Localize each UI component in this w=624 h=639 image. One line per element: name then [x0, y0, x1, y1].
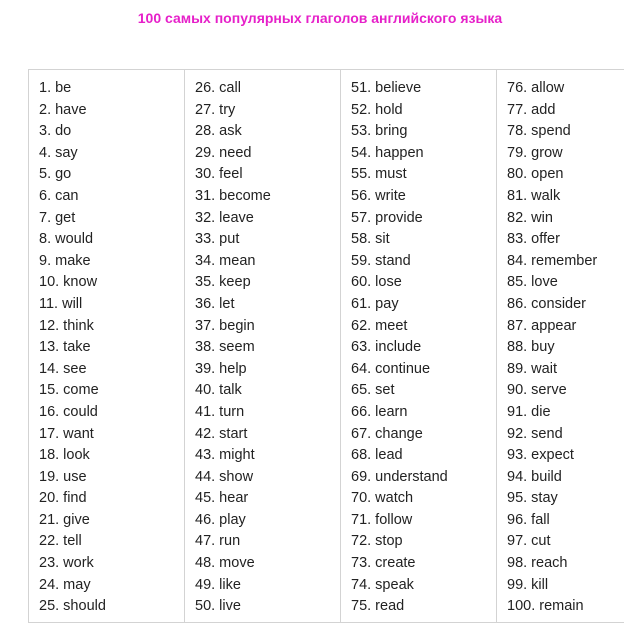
list-item: 13. take: [39, 339, 91, 356]
list-item: 57. provide: [351, 209, 423, 226]
page-title: 100 самых популярных глаголов английского языка: [137, 10, 503, 26]
list-item: 59. stand: [351, 252, 411, 269]
list-item: 25. should: [39, 598, 106, 615]
list-item: 41. turn: [195, 403, 245, 420]
list-item: 62. meet: [351, 317, 408, 334]
verb-column-4: [497, 70, 624, 623]
list-item: 87. appear: [507, 317, 577, 334]
list-item: 1. be: [39, 80, 72, 96]
list-item: 94. build: [507, 468, 562, 485]
list-item: 88. buy: [507, 339, 555, 356]
list-item: 24. may: [39, 576, 91, 593]
verb-table: [28, 69, 624, 623]
list-item: 9. make: [39, 252, 91, 269]
list-item: 45. hear: [195, 490, 249, 507]
list-item: 73. create: [351, 555, 416, 572]
list-item: 39. help: [195, 360, 247, 377]
list-item: 23. work: [39, 555, 94, 572]
list-item: 86. consider: [507, 295, 586, 312]
list-item: 67. change: [351, 425, 423, 442]
list-item: 43. might: [195, 447, 255, 464]
list-item: 96. fall: [507, 511, 550, 528]
list-item: 74. speak: [351, 576, 414, 593]
list-item: 66. learn: [351, 403, 408, 420]
list-item: 98. reach: [507, 555, 568, 572]
list-item: 47. run: [195, 533, 241, 550]
list-item: 29. need: [195, 144, 252, 161]
list-item: 10. know: [39, 274, 98, 291]
list-item: 17. want: [39, 425, 94, 442]
verb-column-1: [29, 70, 185, 623]
list-item: 54. happen: [351, 144, 424, 161]
list-item: 84. remember: [507, 252, 598, 269]
list-item: 3. do: [39, 123, 72, 140]
list-item: 95. stay: [507, 490, 558, 507]
list-item: 33. put: [195, 231, 240, 248]
verb-column-3: [341, 70, 497, 623]
verb-column-2: [185, 70, 341, 623]
list-item: 36. let: [195, 295, 235, 312]
list-item: 42. start: [195, 425, 248, 442]
list-item: 75. read: [351, 598, 405, 615]
list-item: 72. stop: [351, 533, 403, 550]
list-item: 15. come: [39, 382, 99, 399]
list-item: 38. seem: [195, 339, 255, 356]
list-item: 71. follow: [351, 511, 413, 528]
list-item: 80. open: [507, 166, 564, 183]
list-item: 82. win: [507, 209, 553, 226]
list-item: 61. pay: [351, 295, 399, 312]
list-item: 65. set: [351, 382, 395, 399]
list-item: 44. show: [195, 468, 254, 485]
list-item: 4. say: [39, 144, 78, 161]
list-item: 27. try: [195, 101, 236, 118]
list-item: 99. kill: [507, 576, 549, 593]
list-item: 19. use: [39, 468, 87, 485]
list-item: 79. grow: [507, 144, 563, 161]
list-item: 32. leave: [195, 209, 254, 226]
list-item: 21. give: [39, 511, 90, 528]
list-item: 64. continue: [351, 360, 431, 377]
list-item: 55. must: [351, 166, 407, 183]
list-item: 40. talk: [195, 382, 242, 399]
list-item: 81. walk: [507, 187, 561, 204]
list-item: 34. mean: [195, 252, 256, 269]
list-item: 69. understand: [351, 468, 448, 485]
list-item: 2. have: [39, 101, 87, 118]
list-item: 51. believe: [351, 80, 422, 96]
list-item: 5. go: [39, 166, 72, 183]
list-item: 30. feel: [195, 166, 243, 183]
list-item: 22. tell: [39, 533, 82, 550]
list-item: 28. ask: [195, 123, 242, 140]
list-item: 97. cut: [507, 533, 551, 550]
list-item: 12. think: [39, 317, 94, 334]
list-item: 52. hold: [351, 101, 403, 118]
list-item: 46. play: [195, 511, 246, 528]
list-item: 100. remain: [507, 598, 584, 615]
list-item: 77. add: [507, 101, 556, 118]
list-item: 35. keep: [195, 274, 251, 291]
list-item: 56. write: [351, 187, 406, 204]
list-item: 63. include: [351, 339, 422, 356]
list-item: 31. become: [195, 187, 271, 204]
list-item: 85. love: [507, 274, 558, 291]
list-item: 6. can: [39, 187, 79, 204]
list-item: 48. move: [195, 555, 255, 572]
list-item: 70. watch: [351, 490, 414, 507]
list-item: 7. get: [39, 209, 76, 226]
list-item: 53. bring: [351, 123, 408, 140]
list-item: 58. sit: [351, 231, 390, 248]
list-item: 14. see: [39, 360, 87, 377]
list-item: 93. expect: [507, 447, 574, 464]
list-item: 90. serve: [507, 382, 567, 399]
list-item: 11. will: [39, 295, 83, 312]
list-item: 8. would: [39, 231, 94, 248]
list-item: 26. call: [195, 80, 241, 96]
list-item: 68. lead: [351, 447, 403, 464]
list-item: 78. spend: [507, 123, 571, 140]
list-item: 18. look: [39, 447, 90, 464]
table-row: [29, 70, 624, 623]
list-item: 92. send: [507, 425, 563, 442]
list-item: 91. die: [507, 403, 551, 420]
list-item: 83. offer: [507, 231, 560, 248]
list-item: 37. begin: [195, 317, 255, 334]
list-item: 50. live: [195, 598, 241, 615]
list-item: 49. like: [195, 576, 241, 593]
list-item: 76. allow: [507, 80, 565, 96]
list-item: 60. lose: [351, 274, 402, 291]
list-item: 20. find: [39, 490, 87, 507]
list-item: 16. could: [39, 403, 98, 420]
list-item: 89. wait: [507, 360, 557, 377]
